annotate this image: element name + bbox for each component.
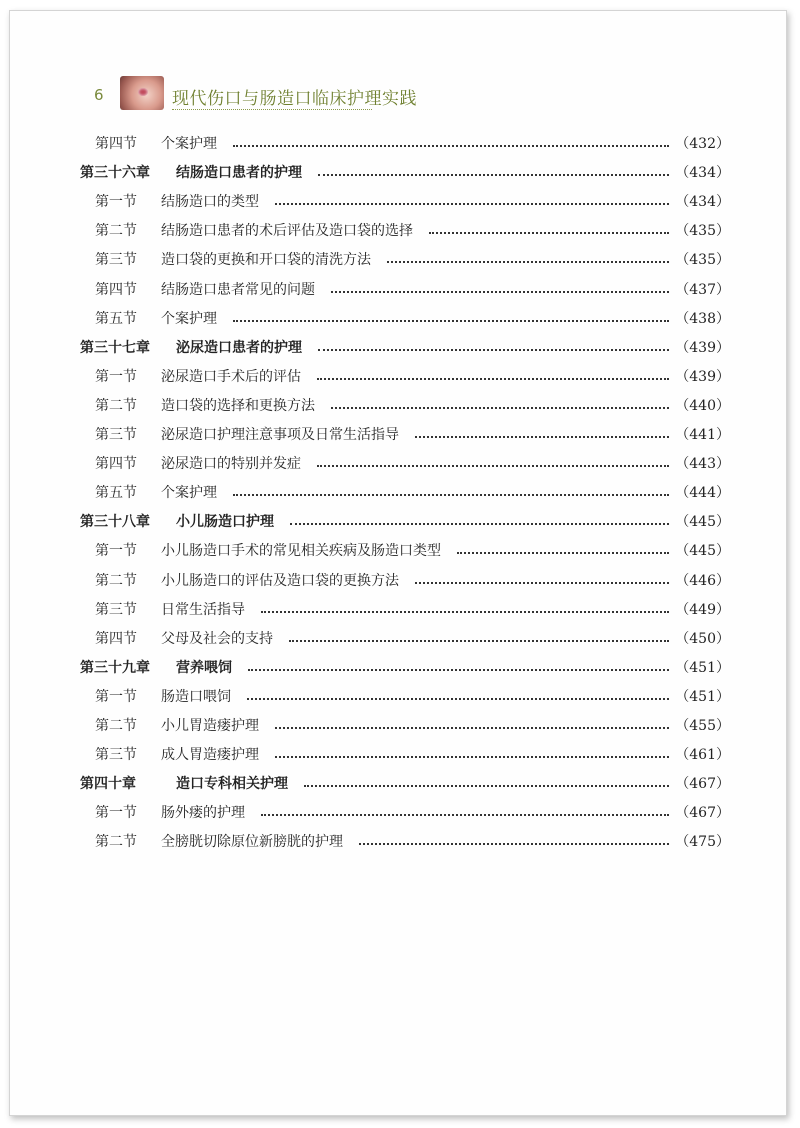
toc-page-number: （437） — [675, 281, 730, 298]
toc-section-row — [95, 248, 730, 270]
toc-entry-title: 小儿肠造口的评估及造口袋的更换方法 — [161, 572, 399, 589]
toc-page-number: （446） — [675, 572, 730, 589]
toc-section-row — [95, 423, 730, 445]
toc-section-row — [95, 598, 730, 620]
page-number: 6 — [94, 86, 104, 104]
toc-entry-number: 第一节 — [95, 688, 137, 705]
dot-leader — [331, 407, 669, 409]
toc-entry-title: 肠造口喂饲 — [161, 688, 231, 705]
toc-entry-title: 日常生活指导 — [161, 601, 245, 618]
dot-leader — [331, 291, 669, 293]
toc-section-row — [95, 743, 730, 765]
dot-leader — [318, 174, 669, 176]
toc-entry-title: 结肠造口患者常见的问题 — [161, 281, 315, 298]
toc-page-number: （443） — [675, 456, 730, 473]
toc-entry-title: 小儿肠造口手术的常见相关疾病及肠造口类型 — [161, 543, 441, 560]
dot-leader — [233, 320, 669, 322]
toc-entry-title: 营养喂饲 — [176, 659, 232, 676]
dot-leader — [317, 465, 669, 467]
toc-section-row — [95, 714, 730, 736]
toc-entry-title: 肠外瘘的护理 — [161, 805, 245, 822]
dot-leader — [261, 611, 669, 613]
dot-leader — [415, 582, 669, 584]
header-photo-icon — [120, 76, 164, 110]
toc-entry-number: 第三节 — [95, 747, 137, 764]
toc-page-number: （439） — [675, 339, 730, 356]
toc-entry-number: 第一节 — [95, 194, 137, 211]
toc-entry-title: 造口袋的更换和开口袋的清洗方法 — [161, 252, 371, 269]
toc-page-number: （451） — [675, 688, 730, 705]
toc-chapter-row — [80, 656, 730, 678]
toc-entry-text — [80, 337, 312, 357]
toc-section-row — [95, 801, 730, 823]
dot-leader — [261, 814, 669, 816]
toc-page-number: （432） — [675, 136, 730, 152]
toc-entry-text — [95, 220, 423, 240]
toc-entry-title: 泌尿造口护理注意事项及日常生活指导 — [161, 427, 399, 443]
toc-page-number: （445） — [675, 514, 730, 531]
toc-entry-number: 第四节 — [95, 281, 137, 298]
toc-section-row — [95, 278, 730, 300]
toc-entry-number: 第四十章 — [80, 776, 136, 793]
toc-page-number: （441） — [675, 427, 730, 443]
toc-entry-number: 第三节 — [95, 252, 137, 269]
toc-entry-number: 第一节 — [95, 805, 137, 822]
dot-leader — [247, 698, 669, 700]
toc-section-row — [95, 627, 730, 649]
toc-entry-text — [95, 424, 409, 444]
toc-entry-text — [95, 308, 227, 328]
toc-page-number: （435） — [675, 223, 730, 240]
toc-chapter-row — [80, 772, 730, 794]
toc-entry-text — [95, 744, 269, 764]
toc-entry-number: 第一节 — [95, 543, 137, 560]
toc-page-number: （455） — [675, 718, 730, 734]
toc-entry-number: 第三节 — [95, 427, 137, 443]
toc-section-row — [95, 365, 730, 387]
toc-page-number: （434） — [675, 194, 730, 211]
toc-entry-text — [80, 162, 312, 182]
toc-entry-title: 结肠造口的类型 — [161, 194, 259, 211]
toc-entry-title: 泌尿造口的特别并发症 — [161, 456, 301, 473]
toc-page-number: （438） — [675, 310, 730, 327]
toc-entry-number: 第四节 — [95, 456, 137, 473]
toc-entry-text — [95, 570, 409, 590]
toc-entry-number: 第四节 — [95, 630, 137, 647]
dot-leader — [289, 640, 669, 642]
toc-section-row — [95, 452, 730, 474]
toc-section-row — [95, 219, 730, 241]
toc-entry-text — [95, 366, 311, 386]
dot-leader — [415, 436, 669, 438]
dot-leader — [233, 494, 669, 496]
toc-entry-title: 小儿胃造瘘护理 — [161, 718, 259, 734]
toc-entry-number: 第三十八章 — [80, 514, 150, 531]
toc-chapter-row — [80, 336, 730, 358]
toc-entry-number: 第三十九章 — [80, 659, 150, 676]
dot-leader — [387, 261, 669, 263]
toc-entry-text — [95, 599, 255, 619]
dot-leader — [248, 669, 669, 671]
toc-entry-title: 小儿肠造口护理 — [176, 514, 274, 531]
toc-entry-number: 第五节 — [95, 485, 137, 502]
toc-entry-text — [95, 249, 381, 269]
dot-leader — [318, 349, 669, 351]
toc-entry-text — [95, 191, 269, 211]
toc-page-number: （444） — [675, 485, 730, 502]
toc-page-number: （450） — [675, 630, 730, 647]
toc-entry-title: 个案护理 — [161, 485, 217, 502]
toc-page-number: （467） — [675, 776, 730, 793]
toc-entry-text — [95, 482, 227, 502]
toc-section-row — [95, 830, 730, 852]
toc-section-row — [95, 569, 730, 591]
toc-page-number: （435） — [675, 252, 730, 269]
toc-entry-title: 个案护理 — [161, 136, 217, 152]
toc-page-number: （449） — [675, 601, 730, 618]
dot-leader — [429, 232, 669, 234]
toc-entry-text — [95, 802, 255, 822]
toc-entry-title: 个案护理 — [161, 310, 217, 327]
toc-entry-text — [95, 715, 269, 735]
dot-leader — [233, 145, 669, 147]
dot-leader — [457, 552, 669, 554]
dot-leader — [304, 785, 669, 787]
toc-entry-title: 泌尿造口手术后的评估 — [161, 368, 301, 385]
toc-entry-text — [95, 395, 325, 415]
toc-section-row — [95, 132, 730, 154]
toc-entry-number: 第二节 — [95, 718, 137, 734]
toc-entry-number: 第五节 — [95, 310, 137, 327]
running-header — [88, 76, 648, 122]
dot-leader — [290, 523, 669, 525]
toc-entry-number: 第二节 — [95, 834, 137, 851]
toc-entry-number: 第三节 — [95, 601, 137, 618]
toc-entry-title: 结肠造口患者的术后评估及造口袋的选择 — [161, 223, 413, 240]
toc-page-number: （439） — [675, 368, 730, 385]
toc-entry-text — [95, 279, 325, 299]
toc-entry-number: 第三十六章 — [80, 165, 150, 182]
dot-leader — [359, 843, 669, 845]
toc-page-number: （445） — [675, 543, 730, 560]
toc-entry-title: 泌尿造口患者的护理 — [176, 339, 302, 356]
toc-page-number: （440） — [675, 397, 730, 414]
toc-chapter-row — [80, 510, 730, 532]
toc-entry-title: 全膀胱切除原位新膀胱的护理 — [161, 834, 343, 851]
toc-entry-text — [95, 540, 451, 560]
dot-leader — [275, 203, 669, 205]
toc-entry-text — [95, 686, 241, 706]
toc-entry-text — [80, 773, 298, 793]
book-title: 现代伤口与肠造口临床护理实践 — [172, 89, 417, 109]
toc-page-number: （475） — [675, 834, 730, 851]
toc-entry-number: 第二节 — [95, 223, 137, 240]
toc-entry-title: 造口袋的选择和更换方法 — [161, 397, 315, 414]
toc-entry-text — [95, 831, 353, 851]
toc-entry-text — [80, 657, 242, 677]
toc-entry-number: 第四节 — [95, 136, 137, 152]
toc-entry-text — [95, 453, 311, 473]
toc-page-number: （451） — [675, 659, 730, 676]
toc-section-row — [95, 394, 730, 416]
toc-page-number: （467） — [675, 805, 730, 822]
toc-entry-title: 父母及社会的支持 — [161, 630, 273, 647]
toc-section-row — [95, 307, 730, 329]
toc-page-number: （434） — [675, 165, 730, 182]
toc-entry-number: 第二节 — [95, 397, 137, 414]
toc-entry-title: 结肠造口患者的护理 — [176, 165, 302, 182]
toc-entry-number: 第三十七章 — [80, 339, 150, 356]
toc-entry-text — [95, 133, 227, 153]
toc-section-row — [95, 539, 730, 561]
toc-section-row — [95, 481, 730, 503]
dot-leader — [275, 756, 669, 758]
header-divider — [172, 109, 372, 110]
toc-page-number: （461） — [675, 747, 730, 764]
toc-entry-number: 第一节 — [95, 368, 137, 385]
toc-entry-text — [95, 628, 283, 648]
toc-section-row — [95, 190, 730, 212]
toc-entry-title: 造口专科相关护理 — [176, 776, 288, 793]
toc-entry-text — [80, 511, 284, 531]
dot-leader — [317, 378, 669, 380]
toc-chapter-row — [80, 161, 730, 183]
toc-entry-number: 第二节 — [95, 572, 137, 589]
toc-section-row — [95, 685, 730, 707]
toc-entry-title: 成人胃造瘘护理 — [161, 747, 259, 764]
dot-leader — [275, 727, 669, 729]
